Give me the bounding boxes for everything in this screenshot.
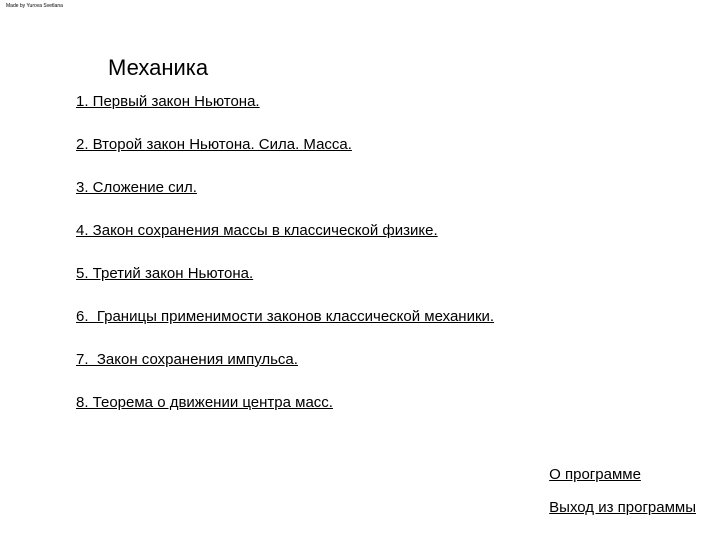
topic-link-5[interactable]: 5. Третий закон Ньютона. [76,265,254,282]
list-item [76,92,494,135]
list-item [76,178,494,221]
topic-link-4[interactable]: 4. Закон сохранения массы в классической физике. [76,222,438,239]
about-link[interactable]: О программе [549,466,641,483]
list-item [76,393,494,436]
topic-link-6[interactable]: 6. Границы применимости законов классической механики. [76,308,495,325]
topic-link-2[interactable]: 2. Второй закон Ньютона. Сила. Масса. [76,136,352,153]
list-item [76,350,494,393]
topic-link-8[interactable]: 8. Теорема о движении центра масс. [76,394,333,411]
list-item [76,135,494,178]
topic-link-1[interactable]: 1. Первый закон Ньютона. [76,93,260,110]
topic-list [76,92,494,436]
topic-link-7[interactable]: 7. Закон сохранения импульса. [76,351,298,368]
footer-links [549,465,696,531]
list-item [76,264,494,307]
credit-text: Made by Yurova Svetlana [6,3,63,9]
list-item [76,221,494,264]
topic-link-3[interactable]: 3. Сложение сил. [76,179,197,196]
page-title: Механика [108,55,209,80]
exit-link[interactable]: Выход из программы [549,499,696,516]
list-item [76,307,494,350]
